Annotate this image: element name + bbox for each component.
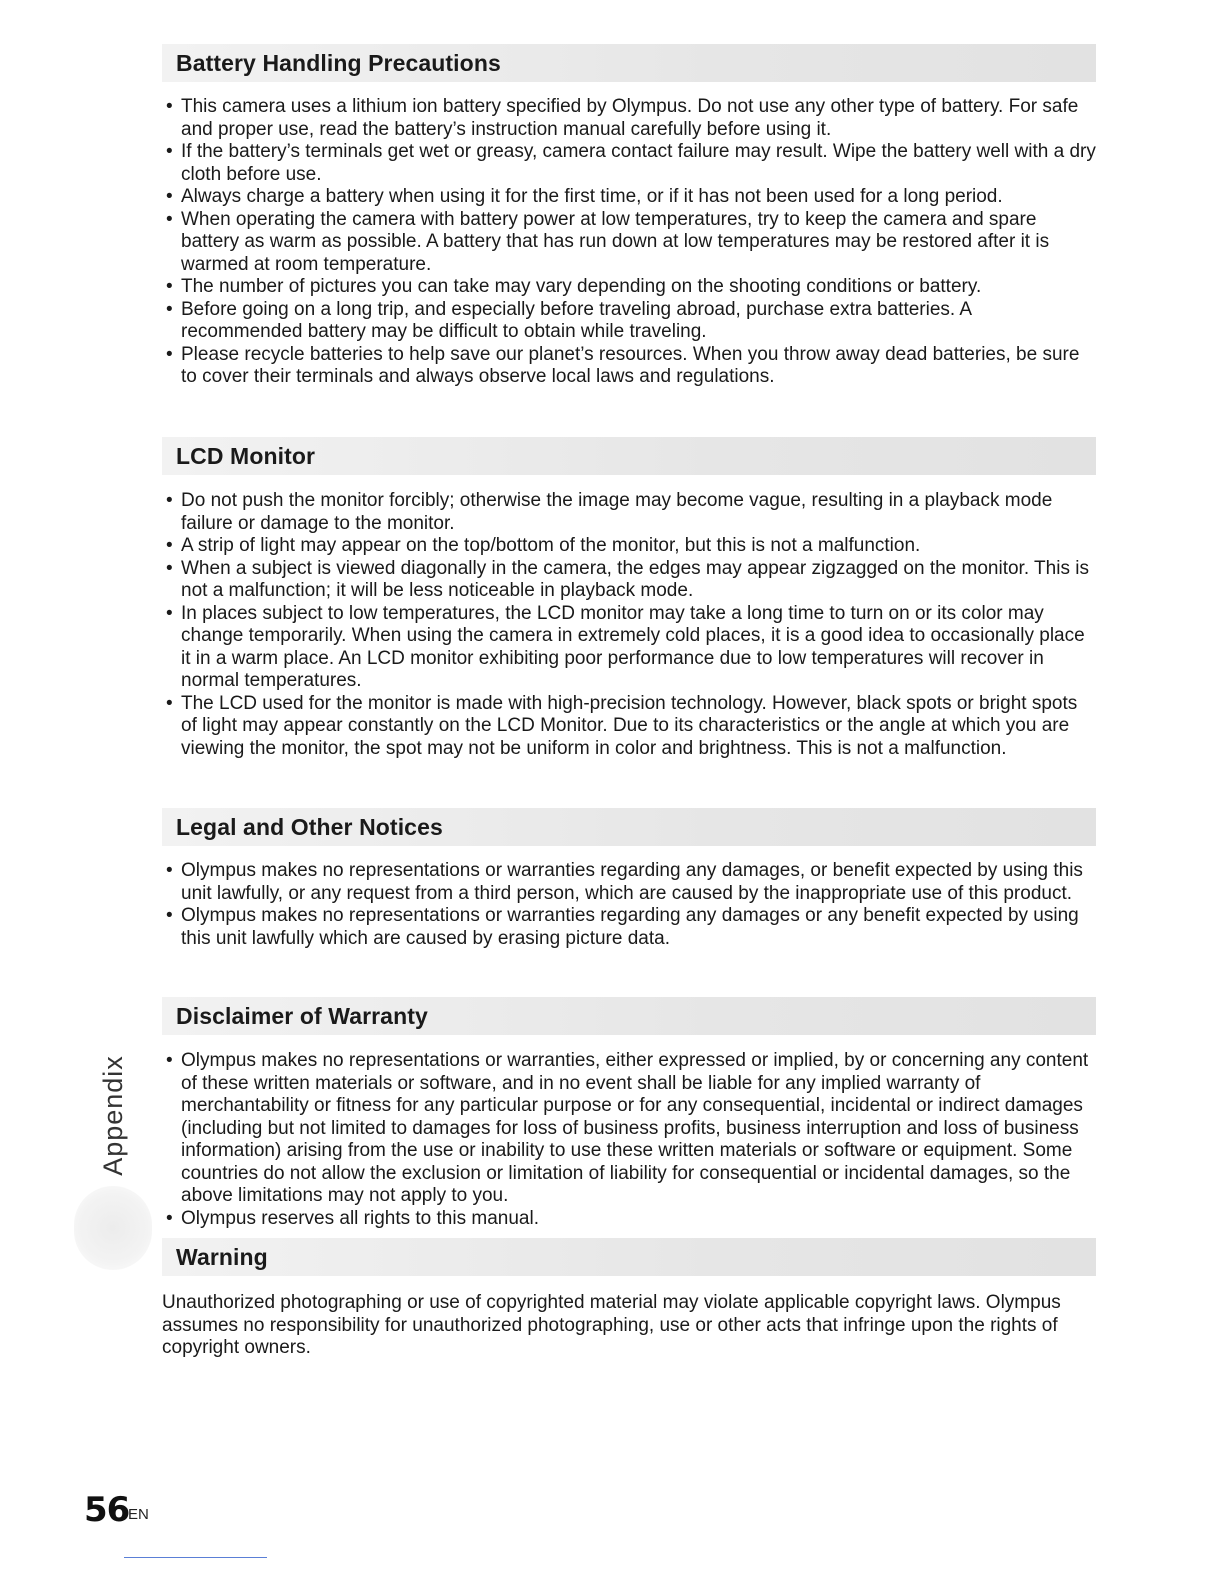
section-title-warning: Warning	[176, 1243, 268, 1270]
list-item: • When a subject is viewed diagonally in the camera, the edges may appear zigzagged on the monitor. This is not a malfunction; it will be less noticeable in playback mode.	[162, 558, 1097, 603]
section-header-lcd	[162, 437, 1096, 475]
section-title-battery: Battery Handling Precautions	[176, 49, 501, 76]
list-item: • Olympus makes no representations or warranties, either expressed or implied, by or concerning any content of these written materials or software, and in no event shall be liable for any implied warranty of merchantability or fitness for any particular purpose or for any consequential, incidental or indirect damages (including but not limited to damages for loss of business profits, business interruption and loss of business information) arising from the use or inability to use these written materials or software or equipment. Some countries do not allow the exclusion or limitation of liability for consequential or incidental damages, so the above limitations may not apply to you.	[162, 1050, 1097, 1208]
list-item: • When operating the camera with battery power at low temperatures, try to keep the camera and spare battery as warm as possible. A battery that has run down at low temperatures may be restored after it is warmed at room temperature.	[162, 209, 1097, 277]
list-item: • Olympus reserves all rights to this manual.	[162, 1208, 1097, 1231]
list-item: • Please recycle batteries to help save our planet’s resources. When you throw away dead batteries, be sure to cover their terminals and always observe local laws and regulations.	[162, 344, 1097, 389]
battery-list	[162, 96, 1097, 389]
list-item: • Before going on a long trip, and especially before traveling abroad, purchase extra batteries. A recommended battery may be difficult to obtain while traveling.	[162, 299, 1097, 344]
page-language: EN	[128, 1506, 149, 1523]
section-header-battery	[162, 44, 1096, 82]
appendix-label: Appendix	[97, 1054, 128, 1176]
legal-list	[162, 860, 1097, 950]
appendix-side-tab	[78, 1040, 148, 1190]
section-title-disclaimer: Disclaimer of Warranty	[176, 1002, 428, 1029]
list-item: • If the battery’s terminals get wet or greasy, camera contact failure may result. Wipe the battery well with a dry cloth before use.	[162, 141, 1097, 186]
section-header-legal	[162, 808, 1096, 846]
section-header-warning	[162, 1238, 1096, 1276]
section-title-lcd: LCD Monitor	[176, 442, 316, 469]
lcd-list	[162, 490, 1097, 760]
list-item: • The LCD used for the monitor is made with high-precision technology. However, black spots or bright spots of light may appear constantly on the LCD Monitor. Due to its characteristics or the angle at which you are viewing the monitor, the spot may not be uniform in color and brightness. This is not a malfunction.	[162, 693, 1097, 761]
list-item: • This camera uses a lithium ion battery specified by Olympus. Do not use any other type of battery. For safe and proper use, read the battery’s instruction manual carefully before using it.	[162, 96, 1097, 141]
bottom-rule	[124, 1557, 267, 1558]
list-item: • Olympus makes no representations or warranties regarding any damages or any benefit expected by using this unit lawfully which are caused by erasing picture data.	[162, 905, 1097, 950]
disclaimer-list	[162, 1050, 1097, 1230]
list-item: • In places subject to low temperatures, the LCD monitor may take a long time to turn on or its color may change temporarily. When using the camera in extremely cold places, it is a good idea to occasionally place it in a warm place. An LCD monitor exhibiting poor performance due to low temperatures will recover in normal temperatures.	[162, 603, 1097, 693]
side-tab-marker	[74, 1186, 152, 1270]
list-item: • The number of pictures you can take may vary depending on the shooting conditions or battery.	[162, 276, 1097, 299]
page-number: 56	[84, 1490, 130, 1530]
section-header-disclaimer	[162, 997, 1096, 1035]
list-item: • Olympus makes no representations or warranties regarding any damages, or benefit expected by using this unit lawfully, or any request from a third person, which are caused by the inappropriate use of this product.	[162, 860, 1097, 905]
section-title-legal: Legal and Other Notices	[176, 813, 443, 840]
list-item: • Always charge a battery when using it for the first time, or if it has not been used for a long period.	[162, 186, 1097, 209]
warning-text: Unauthorized photographing or use of copyrighted material may violate applicable copyright laws. Olympus assumes no responsibility for unauthorized photographing, use or other acts that infringe upon the rights of copyright owners.	[162, 1292, 1061, 1358]
list-item: • A strip of light may appear on the top/bottom of the monitor, but this is not a malfunction.	[162, 535, 1097, 558]
list-item: • Do not push the monitor forcibly; otherwise the image may become vague, resulting in a playback mode failure or damage to the monitor.	[162, 490, 1097, 535]
